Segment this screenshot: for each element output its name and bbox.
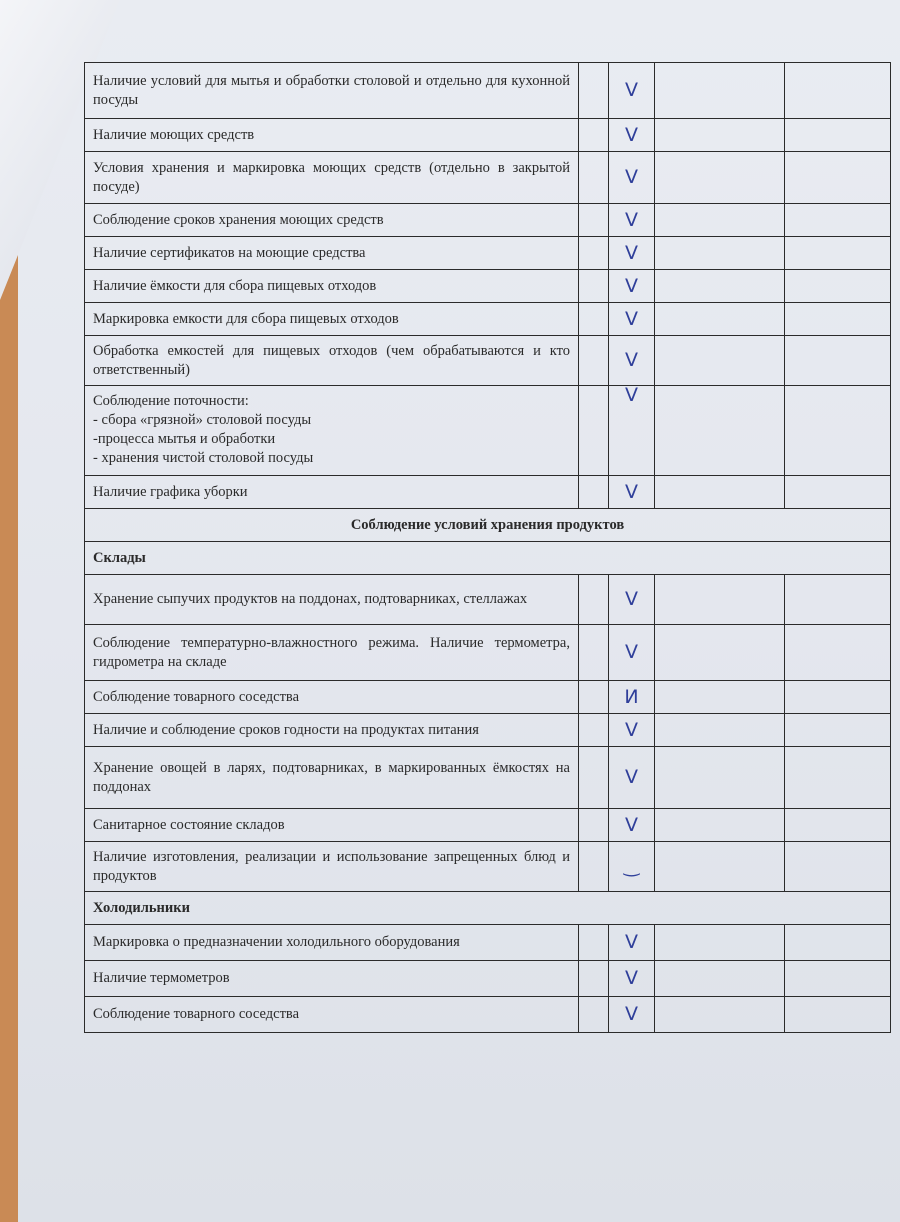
blank-cell [785,925,891,961]
check-mark: V [609,476,655,509]
check-mark: V [609,997,655,1033]
blank-cell [785,842,891,892]
check-mark: V [609,625,655,681]
blank-cell [579,303,609,336]
blank-cell [579,336,609,386]
criterion-text: Наличие моющих средств [85,119,579,152]
criterion-text: Наличие и соблюдение сроков годности на продуктах питания [85,714,579,747]
criterion-text: Санитарное состояние складов [85,809,579,842]
criterion-text: Наличие ёмкости для сбора пищевых отходов [85,270,579,303]
blank-cell [785,303,891,336]
blank-cell [579,809,609,842]
blank-cell [785,476,891,509]
criterion-text: Соблюдение сроков хранения моющих средств [85,204,579,237]
blank-cell [655,625,785,681]
blank-cell [785,961,891,997]
subsection-row [85,892,891,925]
criterion-subitem: - сбора «грязной» столовой посуды [93,412,312,428]
criterion-heading: Соблюдение поточности: [93,393,249,409]
table-row [85,842,891,892]
blank-cell [579,681,609,714]
table-row [85,386,891,476]
section-header-row [85,509,891,542]
criterion-text [85,386,579,476]
table-row [85,925,891,961]
blank-cell [785,386,891,476]
check-mark: ‿ [609,842,655,892]
blank-cell [785,681,891,714]
table-row [85,961,891,997]
check-mark: V [609,237,655,270]
blank-cell [785,809,891,842]
table-row [85,747,891,809]
blank-cell [655,997,785,1033]
table-row [85,625,891,681]
blank-cell [785,997,891,1033]
criterion-text: Наличие условий для мытья и обработки столовой и отдельно для кухонной посуды [85,63,579,119]
criterion-text: Обработка емкостей для пищевых отходов (чем обрабатываются и кто ответственный) [85,336,579,386]
table-row [85,303,891,336]
blank-cell [655,270,785,303]
blank-cell [655,809,785,842]
blank-cell [655,842,785,892]
blank-cell [579,925,609,961]
blank-cell [579,625,609,681]
criterion-text: Хранение сыпучих продуктов на поддонах, подтоварниках, стеллажах [85,575,579,625]
criterion-text: Маркировка о предназначении холодильного оборудования [85,925,579,961]
criterion-text: Соблюдение товарного соседства [85,681,579,714]
blank-cell [785,63,891,119]
subsection-title-warehouses: Склады [85,542,891,575]
blank-cell [655,476,785,509]
check-mark: V [609,809,655,842]
blank-cell [579,119,609,152]
criterion-text: Наличие термометров [85,961,579,997]
check-mark: V [609,336,655,386]
checklist-table [84,62,891,1033]
blank-cell [785,336,891,386]
blank-cell [579,63,609,119]
criterion-text: Соблюдение температурно-влажностного режима. Наличие термометра, гидрометра на складе [85,625,579,681]
table-row [85,809,891,842]
criterion-subitem: -процесса мытья и обработки [93,431,276,447]
blank-cell [655,747,785,809]
table-row [85,476,891,509]
blank-cell [579,747,609,809]
check-mark: И [609,681,655,714]
blank-cell [579,270,609,303]
subsection-title-fridges: Холодильники [85,892,891,925]
blank-cell [785,747,891,809]
blank-cell [579,842,609,892]
criterion-text: Соблюдение товарного соседства [85,997,579,1033]
blank-cell [655,204,785,237]
table-row [85,152,891,204]
blank-cell [655,386,785,476]
blank-cell [785,625,891,681]
blank-cell [785,270,891,303]
blank-cell [579,714,609,747]
blank-cell [655,714,785,747]
criterion-text: Условия хранения и маркировка моющих средств (отдельно в закрытой посуде) [85,152,579,204]
blank-cell [655,336,785,386]
blank-cell [655,681,785,714]
blank-cell [655,925,785,961]
blank-cell [655,575,785,625]
blank-cell [579,961,609,997]
check-mark: V [609,204,655,237]
subsection-row [85,542,891,575]
table-row [85,681,891,714]
blank-cell [655,119,785,152]
table-row [85,336,891,386]
blank-cell [579,575,609,625]
blank-cell [655,237,785,270]
table-row [85,714,891,747]
table-row [85,997,891,1033]
blank-cell [655,63,785,119]
blank-cell [785,119,891,152]
blank-cell [579,152,609,204]
blank-cell [785,152,891,204]
check-mark: V [609,714,655,747]
check-mark: V [609,303,655,336]
blank-cell [785,714,891,747]
blank-cell [579,997,609,1033]
blank-cell [579,237,609,270]
blank-cell [579,386,609,476]
criterion-text: Маркировка емкости для сбора пищевых отходов [85,303,579,336]
check-mark: V [609,119,655,152]
criterion-text: Наличие графика уборки [85,476,579,509]
check-mark: V [609,925,655,961]
blank-cell [655,961,785,997]
table-row [85,575,891,625]
check-mark: V [609,575,655,625]
table-row [85,119,891,152]
blank-cell [785,204,891,237]
check-mark: V [609,386,655,476]
blank-cell [579,204,609,237]
section-title: Соблюдение условий хранения продуктов [85,509,891,542]
blank-cell [655,303,785,336]
criterion-text: Хранение овощей в ларях, подтоварниках, в маркированных ёмкостях на поддонах [85,747,579,809]
check-mark: V [609,63,655,119]
table-row [85,63,891,119]
check-mark: V [609,270,655,303]
blank-cell [785,575,891,625]
criterion-text: Наличие изготовления, реализации и использование запрещенных блюд и продуктов [85,842,579,892]
table-row [85,204,891,237]
blank-cell [579,476,609,509]
criterion-text: Наличие сертификатов на моющие средства [85,237,579,270]
check-mark: V [609,152,655,204]
table-row [85,270,891,303]
table-row [85,237,891,270]
check-mark: V [609,961,655,997]
inspection-checklist [84,62,890,1033]
blank-cell [655,152,785,204]
check-mark: V [609,747,655,809]
blank-cell [785,237,891,270]
criterion-subitem: - хранения чистой столовой посуды [93,450,314,466]
